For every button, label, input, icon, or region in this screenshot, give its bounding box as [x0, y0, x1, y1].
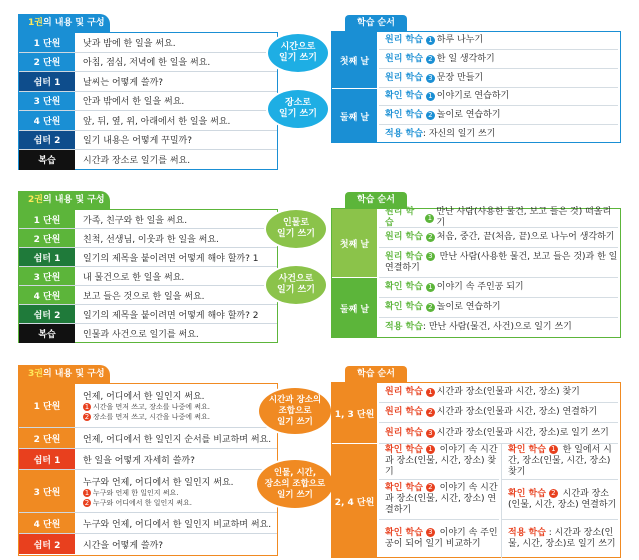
book1-section [0, 0, 639, 178]
table-row [19, 210, 277, 229]
row-label: 3 단원 [19, 267, 75, 285]
row-label: 1 단원 [19, 384, 75, 427]
book1-contents-table [18, 32, 278, 170]
row-label: 쉼터 2 [19, 534, 75, 554]
table-row [19, 470, 277, 513]
person-time-place-combo-oval: 인물, 시간, 장소의 조합으로 일기 쓰기 [257, 460, 333, 508]
order-item: 적용 학습 : 시간과 장소(인물, 시간, 장소)로 일기 쓰기 [501, 520, 618, 558]
row-label: 쉼터 2 [19, 305, 75, 323]
order-item: 원리 학습 1 시간과 장소(인물과 시간, 장소) 찾기 [379, 383, 618, 403]
book3-tab [18, 365, 110, 383]
day1-label: 첫째 날 [332, 32, 377, 88]
row-sub: 1 누구와 언제 한 일인지 써요. [84, 488, 179, 497]
book2-contents-table [18, 209, 278, 343]
row-text: 언제, 어디에서 한 일인지 순서를 비교하며 써요. [83, 434, 272, 445]
row-text: 한 일을 어떻게 자세히 쓸까? [83, 455, 195, 466]
order-item: 확인 학습 1 이야기 속 주인공 되기 [379, 278, 618, 298]
book2-tab-num: 2권 [28, 195, 43, 205]
row-text: 일기의 제목을 붙이려면 어떻게 해야 할까? 1 [83, 253, 259, 264]
row-text: 시간을 어떻게 쓸까? [83, 540, 164, 551]
row-label: 쉼터 1 [19, 248, 75, 266]
book2-order-box [331, 208, 621, 338]
row-label: 2 단원 [19, 229, 75, 247]
time-place-combo-oval: 시간과 장소의 조합으로 일기 쓰기 [259, 388, 331, 434]
order-item: 확인 학습 2 이야기 속 시간과 장소(인물, 시간, 장소) 연결하기 [379, 480, 499, 520]
row-label: 4 단원 [19, 513, 75, 533]
row-text: 일기 내용은 어떻게 꾸밀까? [83, 136, 192, 147]
row-text: 가족, 친구와 한 일을 써요. [83, 215, 188, 226]
row-text: 언제, 어디에서 한 일인지 써요. [83, 392, 205, 402]
row-text: 일기의 제목을 붙이려면 어떻게 해야 할까? 2 [83, 310, 259, 321]
row-label: 쉼터 1 [19, 449, 75, 469]
table-row [19, 53, 277, 73]
table-row [19, 248, 277, 267]
row-label: 1 단원 [19, 210, 75, 228]
row-label: 3 단원 [19, 470, 75, 512]
event-diary-oval: 사건으로 일기 쓰기 [266, 266, 326, 304]
row-text: 앞, 뒤, 옆, 위, 아래에서 한 일을 써요. [83, 116, 231, 127]
order-item: 확인 학습 3 이야기 속 주인공이 되어 일기 비교하기 [385, 528, 498, 549]
row-label: 4 단원 [19, 111, 75, 130]
table-row [19, 92, 277, 112]
order-item: 확인 학습 2 시간과 장소(인물, 시간, 장소) 연결하기 [501, 480, 618, 520]
table-row [19, 324, 277, 343]
table-row [19, 286, 277, 305]
day2-label: 둘째 날 [332, 278, 377, 338]
order-item: 원리 학습 2 시간과 장소(인물과 시간, 장소) 연결하기 [379, 403, 618, 423]
row-sub: 1 시간을 먼저 쓰고, 장소를 나중에 써요. [84, 403, 211, 411]
row-label: 1 단원 [19, 33, 75, 52]
book3-section [0, 360, 639, 560]
row-text: 날씨는 어떻게 쓸까? [83, 77, 164, 88]
table-row [19, 150, 277, 170]
book3-tab-rest: 의 내용 및 구성 [42, 369, 105, 379]
table-row [19, 131, 277, 151]
table-row [19, 428, 277, 449]
order-item: 원리 학습 2 처음, 중간, 끝(처음, 끝)으로 나누어 생각하기 [379, 228, 618, 248]
row-label: 복습 [19, 324, 75, 343]
place-diary-oval: 장소로 일기 쓰기 [268, 90, 328, 128]
order-item: 원리 학습 3 시간과 장소(인물과 시간, 장소)로 일기 쓰기 [379, 423, 618, 444]
row-text: 인물과 사건으로 일기를 써요. [83, 330, 199, 340]
order-item: 원리 학습 3 문장 만들기 [379, 69, 618, 88]
row-label: 쉼터 1 [19, 72, 75, 91]
row-sub: 2 장소를 먼저 쓰고, 시간을 나중에 써요. [84, 413, 211, 421]
table-row [19, 229, 277, 248]
order-item: 확인 학습 1 이야기 속 시간과 장소(인물, 시간, 장소) 찾기 [379, 444, 499, 480]
table-row [19, 267, 277, 286]
order-item: 확인 학습 1 이야기로 연습하기 [379, 88, 618, 106]
order-item: 확인 학습 1 한 일에서 시간, 장소(인물, 시간, 장소) 찾기 [501, 444, 618, 480]
table-row [19, 33, 277, 53]
row-text: 보고 들은 것으로 한 일을 써요. [83, 291, 205, 302]
order-item: 원리 학습 3 만난 사람(사용한 물건, 보고 들은 것)과 한 일 연결하기 [379, 248, 618, 278]
order-item: 원리 학습 1 만난 사람(사용한 물건, 보고 들은 것) 떠올리기 [379, 209, 618, 228]
row-label: 3 단원 [19, 92, 75, 111]
row-label: 4 단원 [19, 286, 75, 304]
row-text: 누구와 언제, 어디에서 한 일인지 써요. [83, 477, 234, 488]
unit-a-label: 1, 3 단원 [332, 383, 377, 443]
row-text: 낮과 밤에 한 일을 써요. [83, 38, 176, 49]
order-item: 원리 학습 1 하루 나누기 [379, 32, 618, 50]
book1-tab [18, 14, 110, 32]
row-text: 누구와 언제, 어디에서 한 일인지 비교하며 써요. [83, 519, 272, 530]
day1-label: 첫째 날 [332, 209, 377, 277]
row-label: 2 단원 [19, 428, 75, 448]
order-item: 원리 학습 2 한 일 생각하기 [379, 50, 618, 69]
row-text: 내 물건으로 한 일을 써요. [83, 272, 185, 283]
unit-b-label: 2, 4 단원 [332, 444, 377, 558]
order-item: 적용 학습 : 만난 사람(물건, 사건)으로 일기 쓰기 [385, 322, 572, 332]
person-diary-oval: 인물로 일기 쓰기 [266, 210, 326, 248]
table-row [19, 449, 277, 470]
table-row [19, 534, 277, 554]
order-item: 확인 학습 2 놀이로 연습하기 [379, 298, 618, 318]
time-diary-oval: 시간으로 일기 쓰기 [268, 34, 328, 72]
table-row [19, 513, 277, 534]
table-row [19, 384, 277, 428]
row-text: 아침, 점심, 저녁에 한 일을 써요. [83, 58, 211, 69]
row-sub: 2 누구와 어디에서 한 일인지 써요. [84, 498, 193, 507]
book1-order-box [331, 31, 621, 143]
table-row [19, 111, 277, 131]
order-item: 확인 학습 2 놀이로 연습하기 [379, 106, 618, 125]
book1-order-tab: 학습 순서 [345, 15, 407, 31]
book2-tab-rest: 의 내용 및 구성 [42, 195, 105, 205]
row-label: 2 단원 [19, 53, 75, 72]
book3-contents-table [18, 383, 278, 556]
book2-order-tab: 학습 순서 [345, 192, 407, 208]
book1-tab-rest: 의 내용 및 구성 [42, 18, 105, 28]
row-label: 쉼터 2 [19, 131, 75, 150]
row-label: 복습 [19, 150, 75, 170]
book2-section [0, 188, 639, 348]
order-item: 적용 학습 : 자신의 일기 쓰기 [385, 128, 496, 139]
table-row [19, 72, 277, 92]
row-text: 안과 밖에서 한 일을 써요. [83, 97, 185, 108]
book3-order-tab: 학습 순서 [345, 366, 407, 382]
book3-order-box [331, 382, 621, 558]
day2-label: 둘째 날 [332, 89, 377, 143]
row-text: 친척, 선생님, 이웃과 한 일을 써요. [83, 234, 219, 245]
table-row [19, 305, 277, 324]
book1-tab-num: 1권 [28, 18, 43, 28]
book2-tab [18, 191, 110, 209]
book3-tab-num: 3권 [28, 369, 43, 379]
row-text: 시간과 장소로 일기를 써요. [83, 156, 191, 167]
